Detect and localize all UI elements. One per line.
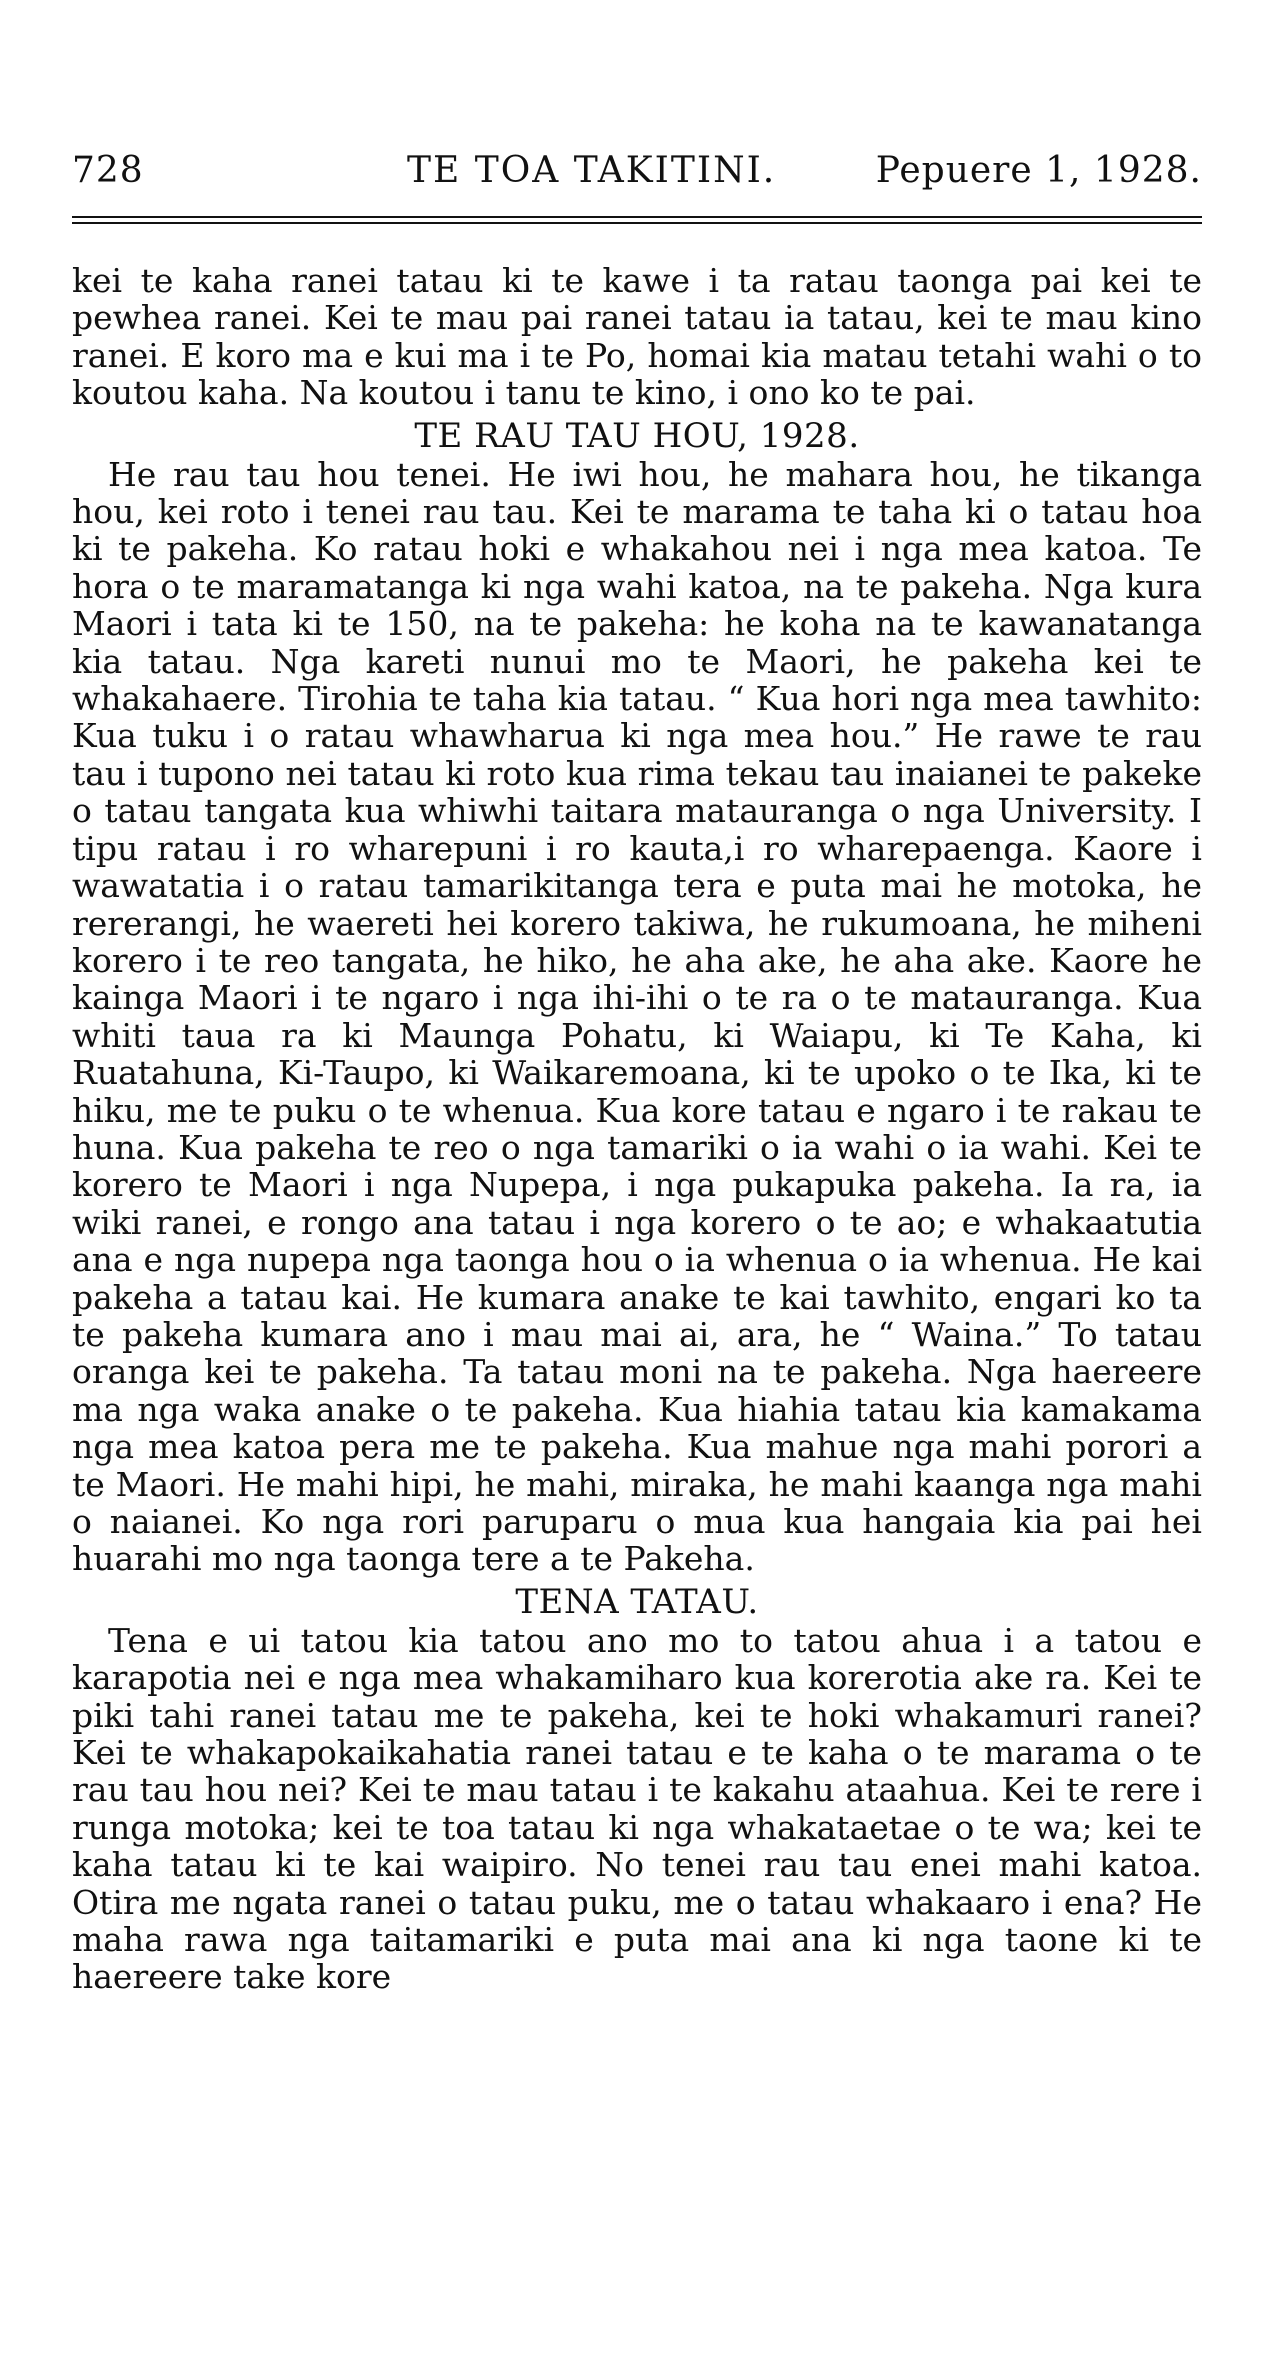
journal-title: TE TOA TAKITINI. bbox=[407, 150, 777, 191]
section-heading-tena-tatau: TENA TATAU. bbox=[515, 1581, 759, 1622]
paragraph-rau-tau-hou: He rau tau hou tenei. He iwi hou, he mahara hou, he tikanga hou, kei roto i tenei rau tau. Kei te marama te taha ki o tatau hoa ki te pakeha. Ko ratau hoki e whakahou nei i nga mea katoa. Te hora o te maramatanga ki nga wahi katoa, na te pakeha. Nga kura Maori i tata ki te 150, na te pakeha: he koha na te kawanatanga kia tatau. Nga kareti nunui mo te Maori, he pakeha kei te whakahaere. Tirohia te taha kia tatau. “ Kua hori nga mea tawhito: Kua tuku i o ratau whawharua ki nga mea hou.” He rawe te rau tau i tupono nei tatau ki roto kua rima tekau tau inaianei te pakeke o tatau tangata kua whiwhi taitara matauranga o nga University. I tipu ratau i ro wharepuni i ro kauta,i ro wharepaenga. Kaore i wawatatia i o ratau tamarikitanga tera e puta mai he motoka, he rererangi, he waereti hei korero takiwa, he rukumoana, he miheni korero i te reo tangata, he hiko, he aha ake, he aha ake. Kaore he kainga Maori i te ngaro i nga ihi-ihi o te ra o te matauranga. Kua whiti taua ra ki Maunga Pohatu, ki Waiapu, ki Te Kaha, ki Ruatahuna, Ki-Taupo, ki Waikaremoana, ki te upoko o te Ika, ki te hiku, me te puku o te whenua. Kua kore tatau e ngaro i te rakau te huna. Kua pakeha te reo o nga tamariki o ia wahi o ia wahi. Kei te korero te Maori i nga Nupepa, i nga pukapuka pakeha. Ia ra, ia wiki ranei, e rongo ana tatau i nga korero o te ao; e whakaatutia ana e nga nupepa nga taonga hou o ia whenua o ia whenua. He kai pakeha a tatau kai. He kumara anake te kai tawhito, engari ko ta te pakeha kumara ano i mau mai ai, ara, he “ Waina.” To tatau oranga kei te pakeha. Ta tatau moni na te pakeha. Nga haereere ma nga waka anake o te pakeha. Kua hiahia tatau kia kamakama nga mea katoa pera me te pakeha. Kua mahue nga mahi porori a te Maori. He mahi hipi, he mahi, miraka, he mahi kaanga nga mahi o naianei. Ko nga rori paruparu o mua kua hangaia kia pai hei huarahi mo nga taonga tere a te Pakeha. bbox=[72, 454, 1202, 1579]
paragraph-opening: kei te kaha ranei tatau ki te kawe i ta ratau taonga pai kei te pewhea ranei. Kei te mau pai ranei tatau ia tatau, kei te mau kino ranei. E koro ma e kui ma i te Po, homai kia matau tetahi wahi o to koutou kaha. Na koutou i tanu te kino, i ono ko te pai. bbox=[72, 261, 1202, 413]
section-heading-rau-tau-hou: TE RAU TAU HOU, 1928. bbox=[414, 415, 860, 456]
header-double-rule bbox=[72, 216, 1202, 224]
issue-date: Pepuere 1, 1928. bbox=[875, 150, 1202, 191]
paragraph-tena-tatau: Tena e ui tatou kia tatou ano mo to tatou ahua i a tatou e karapotia nei e nga mea whakamiharo kua korerotia ake ra. Kei te piki tahi ranei tatau me te pakeha, kei te hoki whakamuri ranei? Kei te whakapokaikahatia ranei tatau e te kaha o te marama o te rau tau hou nei? Kei te mau tatau i te kakahu ataahua. Kei te rere i runga motoka; kei te toa tatau ki nga whakataetae o te wa; kei te kaha tatau ki te kai waipiro. No tenei rau tau enei mahi katoa. Otira me ngata ranei o tatau puku, me o tatau whakaaro i ena? He maha rawa nga taitamariki e puta mai ana ki nga taone ki te haereere take kore bbox=[72, 1620, 1202, 1997]
document-page bbox=[72, 150, 1202, 1996]
page-header bbox=[72, 150, 1202, 202]
article-body bbox=[72, 262, 1202, 1996]
page-number: 728 bbox=[72, 150, 144, 191]
